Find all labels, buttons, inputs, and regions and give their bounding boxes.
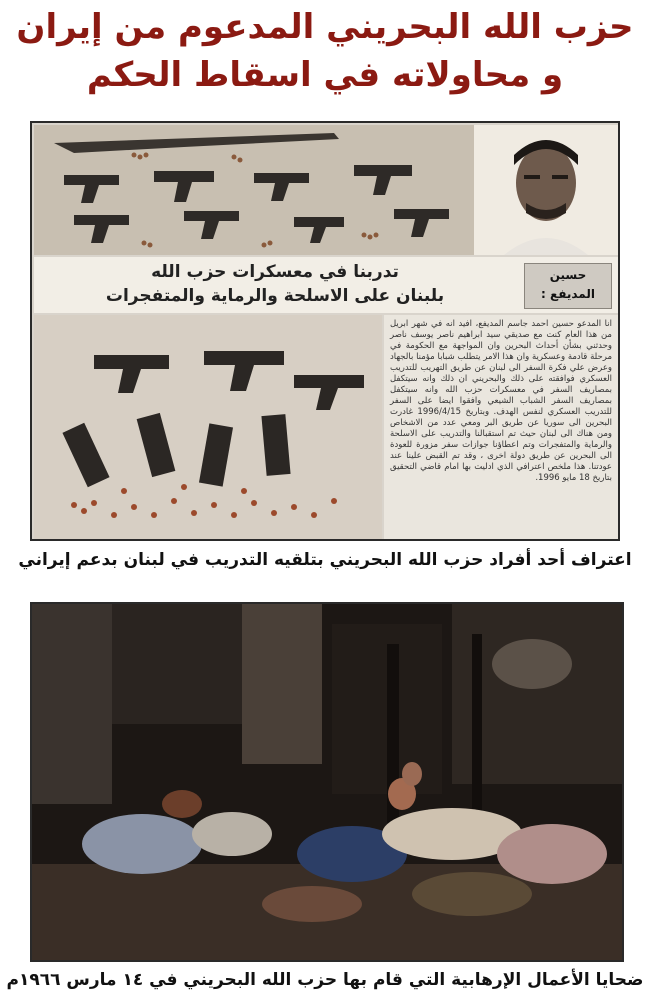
burned-room-image	[32, 604, 622, 960]
pistols-ammo-photo	[34, 315, 382, 539]
suspect-portrait	[474, 125, 618, 255]
clipping-headline-line1: تدربنا في معسكرات حزب الله	[151, 262, 399, 282]
weapons-photo	[34, 125, 474, 255]
page-headline-line2: و محاولاته في اسقاط الحكم	[86, 55, 564, 95]
suspect-name-line1: حسين	[549, 268, 587, 282]
clipping-caption: اعتراف أحد أفراد حزب الله البحريني بتلقيه التدريب في لبنان بدعم إيراني	[18, 550, 632, 570]
clipping-headline	[34, 257, 618, 313]
clipping-body-text: انا المدعو حسين احمد جاسم المديفع، افيد انه في شهر ابريل من هذا العام كنت مع صديقي سيد ابراهيم ناصر يوسف ناصر وحدثني بشأن أحداث البحرين وان المواجهة مع الحكومة في مرحلة قادمة وعسكرية وان هذا الامر يتطلب شبابا مؤمنا بالجهاد وعرض علي فكرة السفر الى لبنان عن طريق التهريب للتدريب العسكري فوافقته على ذلك والبحريني ان ذلك وانه سيتكفل بمصاريف السفر في معسكرات حزب الله وانه سيتكفل بمصاريف السفر الشباب الشيعي وافقوا ايضا على السفر للتدريب العسكري لنفس الهدف. وبتاريخ 1996/4/15 غادرت البحرين الى سوريا عن طريق البر ومعي عدد من الاشخاص ومن هناك الى لبنان حيث تم استقبالنا والتدريب على الاسلحة والرماية والمتفجرات وتم اعطاؤنا جوازات سفر مزورة للعودة الى البحرين عن طريق دولة اخرى ، وقد تم القبض علينا عند عودتنا. هذا ملخص اعترافي الذي ادليت بها امام قاضي التحقيق بتاريخ 18 مايو 1996.	[384, 315, 618, 539]
newspaper-clipping	[30, 121, 620, 541]
suspect-name-box	[524, 263, 612, 309]
suspect-name-line2: المديفع :	[541, 287, 595, 301]
victims-photo	[30, 602, 624, 962]
clipping-headline-line2: بلبنان على الاسلحة والرماية والمتفجرات	[105, 286, 445, 306]
page-headline-line1: حزب الله البحريني المدعوم من إيران	[16, 7, 634, 47]
victims-caption: ضحايا الأعمال الإرهابية التي قام بها حزب الله البحريني في ١٤ مارس ١٩٦٦م	[6, 970, 644, 990]
